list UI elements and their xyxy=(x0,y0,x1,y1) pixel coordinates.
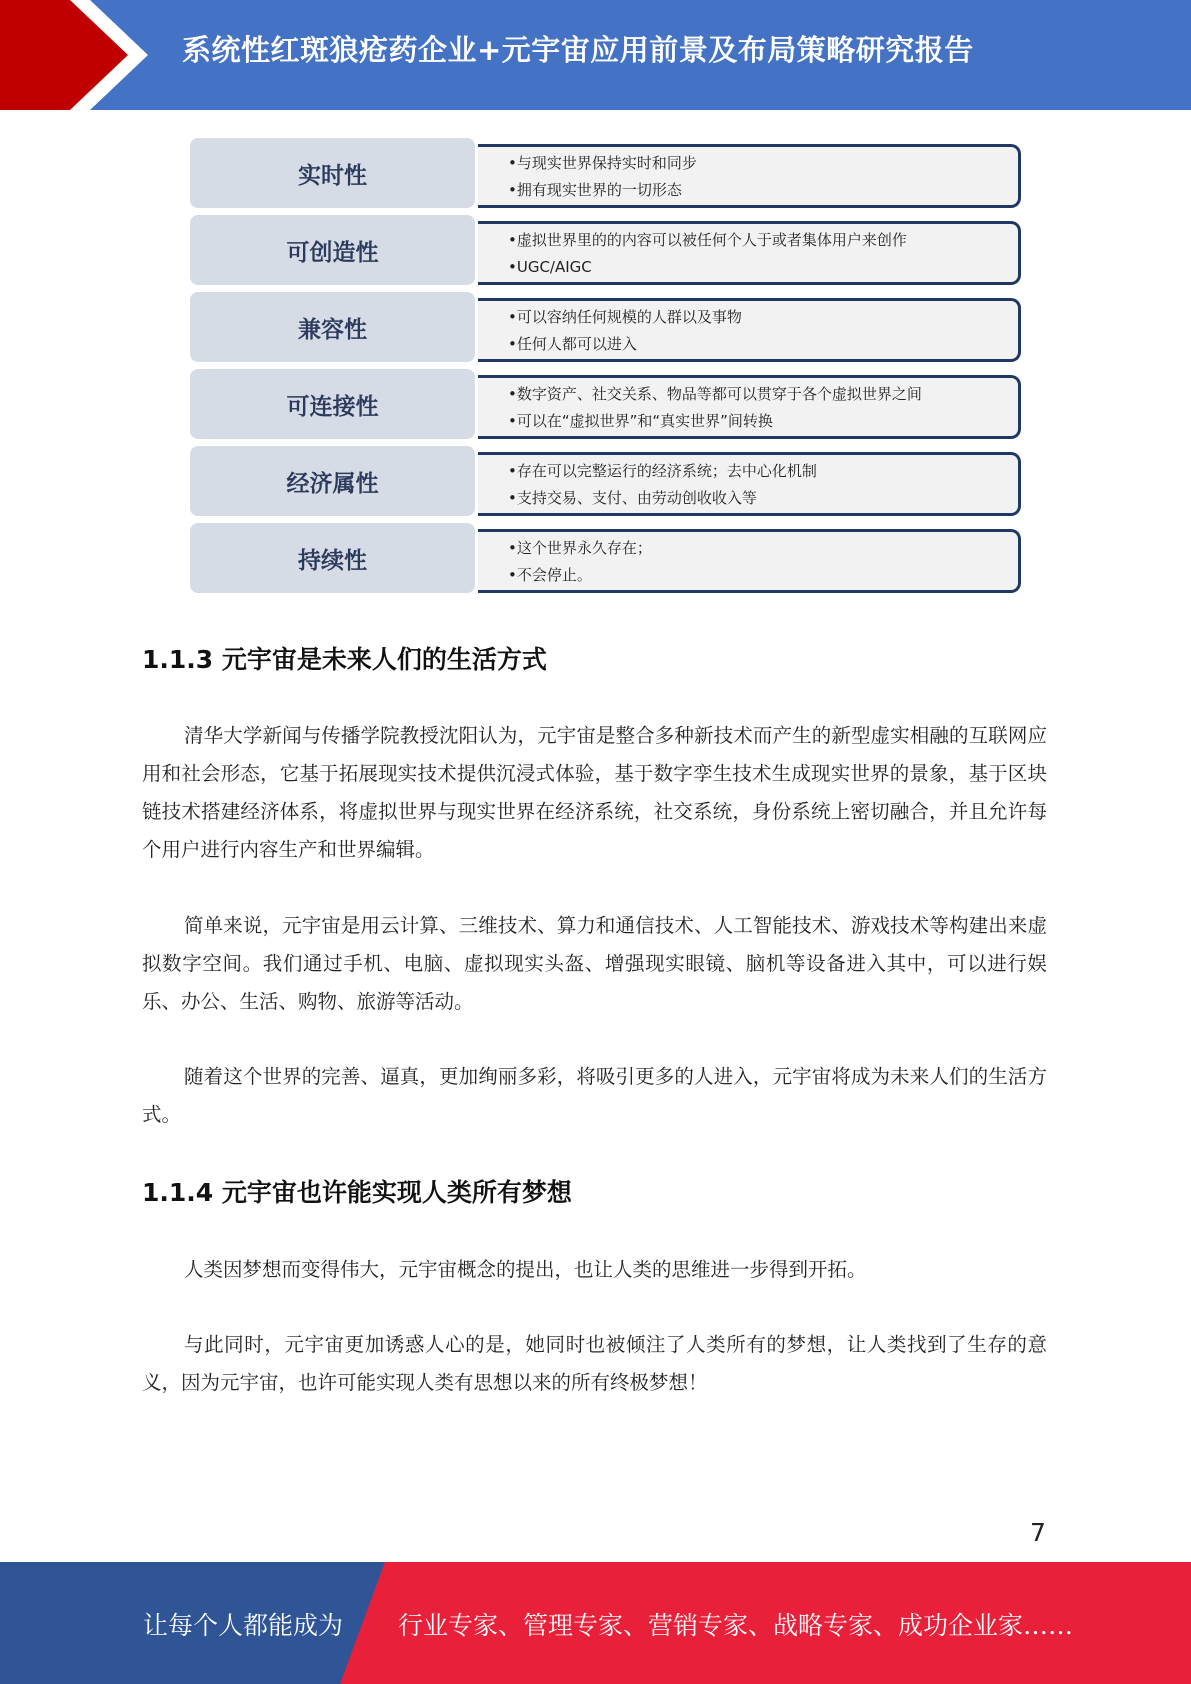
section-heading: 1.1.3 元宇宙是未来人们的生活方式 xyxy=(142,645,547,674)
feature-point: •不会停止。 xyxy=(508,566,592,584)
feature-description xyxy=(478,529,1021,593)
feature-point: •与现实世界保持实时和同步 xyxy=(508,154,697,172)
feature-point: •支持交易、支付、由劳动创收收入等 xyxy=(508,489,757,507)
feature-point: •任何人都可以进入 xyxy=(508,335,637,353)
body-paragraph: 随着这个世界的完善、逼真，更加绚丽多彩，将吸引更多的人进入，元宇宙将成为未来人们的生活方式。 xyxy=(142,1065,1047,1126)
body-paragraph: 清华大学新闻与传播学院教授沈阳认为，元宇宙是整合多种新技术而产生的新型虚实相融的互联网应用和社会形态，它基于拓展现实技术提供沉浸式体验，基于数字孪生技术生成现实世界的景象，基于区块链技术搭建经济体系，将虚拟世界与现实世界在经济系统，社交系统，身份系统上密切融合，并且允许每个用户进行内容生产和世界编辑。 xyxy=(142,724,1047,861)
feature-label: 经济属性 xyxy=(190,446,475,516)
feature-point: •这个世界永久存在； xyxy=(508,539,652,557)
feature-label: 持续性 xyxy=(190,523,475,593)
page-header xyxy=(0,0,1191,110)
feature-label: 实时性 xyxy=(190,138,475,208)
footer-slogan-left: 让每个人都能成为 xyxy=(143,1611,344,1640)
metaverse-features-table xyxy=(190,138,994,600)
feature-description xyxy=(478,452,1021,516)
footer-slogan-right: 行业专家、管理专家、营销专家、战略专家、成功企业家…… xyxy=(398,1611,1074,1640)
section-heading: 1.1.4 元宇宙也许能实现人类所有梦想 xyxy=(142,1178,572,1207)
feature-point: •存在可以完整运行的经济系统；去中心化机制 xyxy=(508,462,817,480)
feature-row xyxy=(190,138,994,208)
feature-label: 可创造性 xyxy=(190,215,475,285)
feature-point: •数字资产、社交关系、物品等都可以贯穿于各个虚拟世界之间 xyxy=(508,385,922,403)
body-paragraph: 人类因梦想而变得伟大，元宇宙概念的提出，也让人类的思维进一步得到开拓。 xyxy=(184,1258,867,1281)
feature-row xyxy=(190,446,994,516)
feature-point: •可以容纳任何规模的人群以及事物 xyxy=(508,308,742,326)
feature-row xyxy=(190,215,994,285)
feature-point: •UGC/AIGC xyxy=(508,258,592,276)
feature-point: •拥有现实世界的一切形态 xyxy=(508,181,682,199)
feature-description xyxy=(478,298,1021,362)
feature-description xyxy=(478,221,1021,285)
body-paragraph: 简单来说，元宇宙是用云计算、三维技术、算力和通信技术、人工智能技术、游戏技术等构建出来虚拟数字空间。我们通过手机、电脑、虚拟现实头盔、增强现实眼镜、脑机等设备进入其中，可以进行娱乐、办公、生活、购物、旅游等活动。 xyxy=(142,914,1047,1013)
body-paragraph: 与此同时，元宇宙更加诱惑人心的是，她同时也被倾注了人类所有的梦想，让人类找到了生存的意义，因为元宇宙，也许可能实现人类有思想以来的所有终极梦想！ xyxy=(142,1333,1047,1394)
feature-point: •可以在“虚拟世界”和“真实世界”间转换 xyxy=(508,412,773,430)
report-title: 系统性红斑狼疮药企业+元宇宙应用前景及布局策略研究报告 xyxy=(182,33,974,67)
feature-row xyxy=(190,369,994,439)
feature-label: 兼容性 xyxy=(190,292,475,362)
feature-row xyxy=(190,292,994,362)
feature-row xyxy=(190,523,994,593)
feature-point: •虚拟世界里的的内容可以被任何个人于或者集体用户来创作 xyxy=(508,231,907,249)
feature-description xyxy=(478,144,1021,208)
feature-label: 可连接性 xyxy=(190,369,475,439)
page-number: 7 xyxy=(1030,1518,1046,1547)
page-footer xyxy=(0,1562,1191,1684)
feature-description xyxy=(478,375,1021,439)
